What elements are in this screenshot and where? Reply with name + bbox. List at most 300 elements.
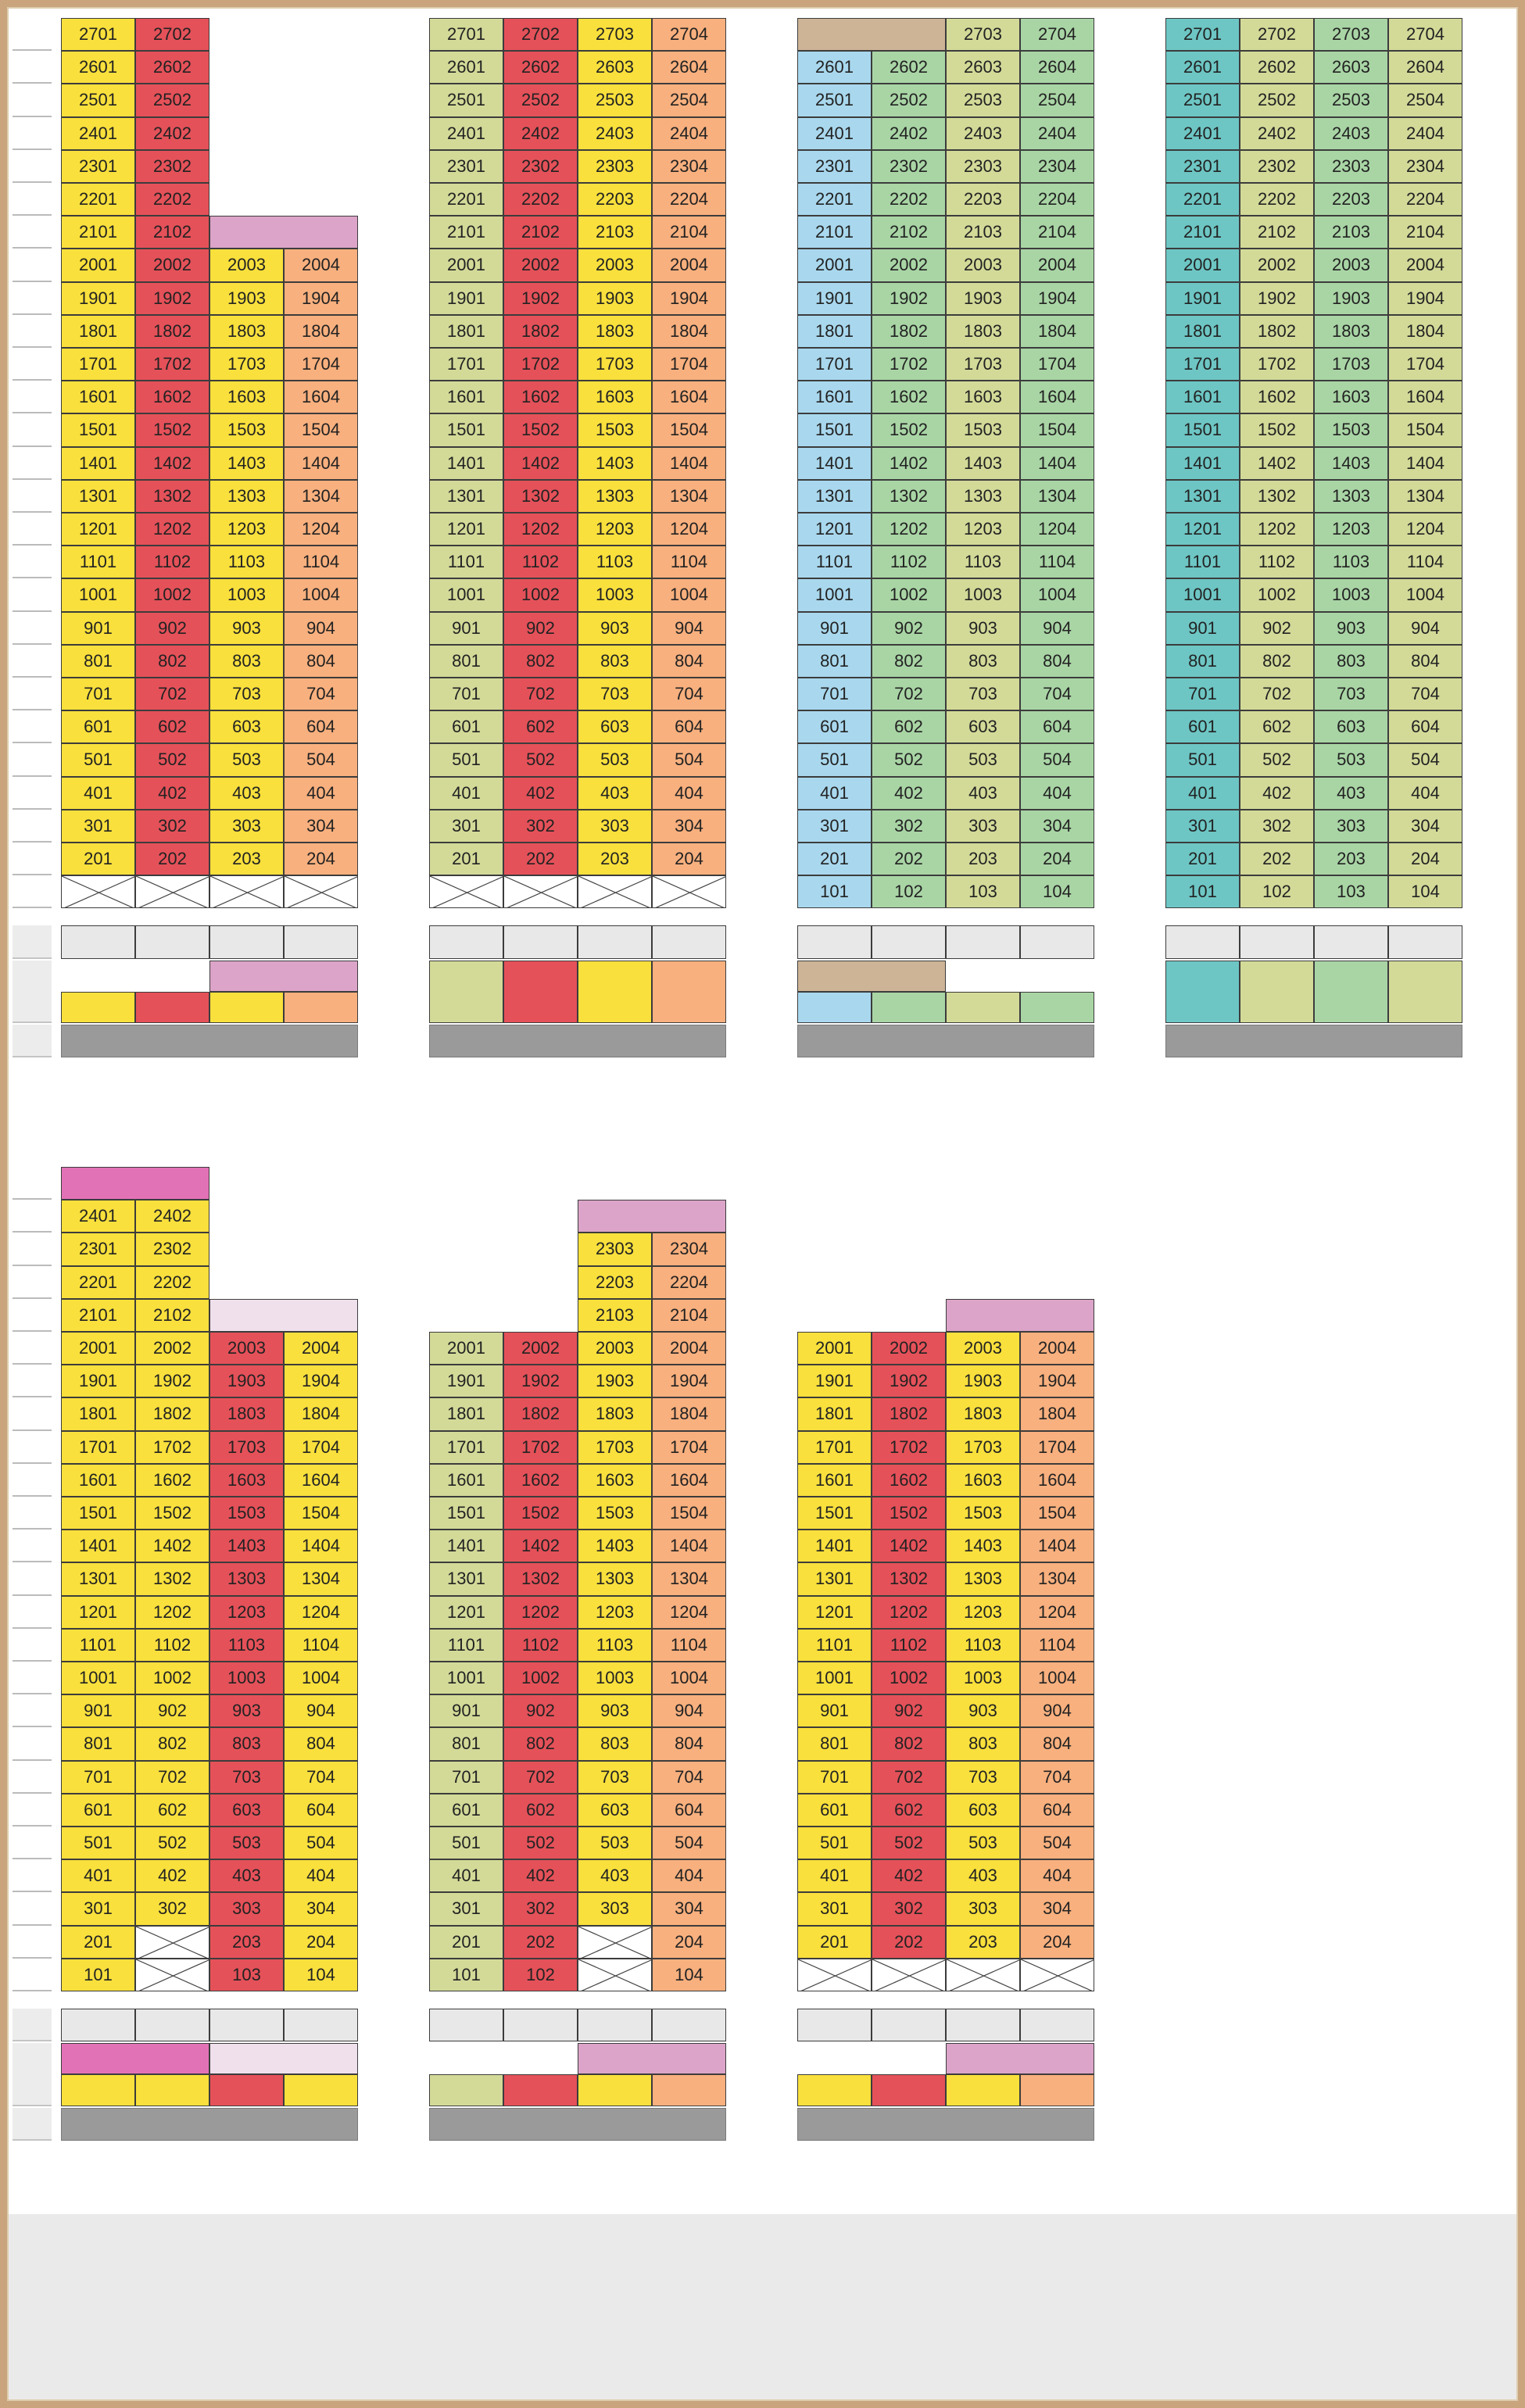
unit-cell: 2101 <box>429 216 503 249</box>
unit-cell: 2303 <box>946 150 1020 183</box>
floor-label <box>13 413 52 446</box>
unit-cell: 1903 <box>946 282 1020 315</box>
unit-cell: 1802 <box>1240 315 1314 348</box>
unit-cell: 1204 <box>652 1596 726 1629</box>
unit-cell: 1403 <box>209 447 284 480</box>
floor-label <box>13 1497 52 1530</box>
type-cell <box>61 2074 135 2106</box>
unit-cell: 1402 <box>503 1530 578 1562</box>
unit-cell: 1004 <box>284 1662 358 1694</box>
unit-cell: 2701 <box>61 18 135 51</box>
no-unit-cross-icon <box>578 1927 652 1959</box>
unit-cell: 1101 <box>429 546 503 578</box>
unit-cell: 1703 <box>946 348 1020 381</box>
unit-cell: 1804 <box>284 315 358 348</box>
no-unit-cross-icon <box>578 876 652 908</box>
unit-cell: 1101 <box>429 1629 503 1662</box>
line-label-cell <box>946 2009 1020 2041</box>
floor-label <box>13 777 52 810</box>
unit-cell: 402 <box>135 777 209 810</box>
unit-cell: 504 <box>1020 1827 1094 1859</box>
building-name-bar <box>429 2108 726 2141</box>
unit-cell: 1804 <box>652 315 726 348</box>
type-extra-cell <box>209 2043 358 2074</box>
unit-cell: 501 <box>61 743 135 776</box>
unit-cell: 1104 <box>652 546 726 578</box>
unit-cell: 1802 <box>135 1397 209 1430</box>
no-unit-cell <box>872 1959 946 1991</box>
unit-cell: 204 <box>284 1926 358 1959</box>
unit-cell: 1904 <box>1388 282 1462 315</box>
unit-cell: 1803 <box>209 315 284 348</box>
unit-cell: 1902 <box>503 1365 578 1397</box>
unit-cell: 2704 <box>1020 18 1094 51</box>
type-cell <box>652 961 726 1023</box>
building-name-bar <box>429 1025 726 1057</box>
unit-cell: 803 <box>1314 645 1388 678</box>
unit-cell: 1204 <box>1020 1596 1094 1629</box>
unit-cell: 1604 <box>1020 1464 1094 1497</box>
unit-cell: 902 <box>135 612 209 645</box>
unit-cell: 203 <box>1314 843 1388 875</box>
unit-cell: 2204 <box>652 183 726 216</box>
unit-cell: 1301 <box>61 480 135 513</box>
unit-cell: 1104 <box>1020 546 1094 578</box>
unit-cell: 1304 <box>652 1562 726 1595</box>
no-unit-cross-icon <box>285 876 358 908</box>
unit-cell: 2701 <box>1165 18 1240 51</box>
unit-cell: 1801 <box>61 1397 135 1430</box>
penthouse-cell <box>946 1299 1094 1332</box>
line-label-cell <box>503 2009 578 2041</box>
unit-cell: 2002 <box>872 1332 946 1365</box>
unit-cell: 601 <box>797 1794 872 1827</box>
unit-cell: 201 <box>797 843 872 875</box>
unit-cell: 1102 <box>135 1629 209 1662</box>
unit-cell: 1103 <box>578 546 652 578</box>
unit-cell: 1304 <box>652 480 726 513</box>
unit-cell: 1004 <box>284 578 358 611</box>
unit-cell: 204 <box>1020 1926 1094 1959</box>
unit-cell: 1004 <box>1020 578 1094 611</box>
floor-label <box>13 1530 52 1562</box>
unit-cell: 901 <box>61 612 135 645</box>
unit-cell: 1602 <box>1240 381 1314 413</box>
unit-cell: 402 <box>1240 777 1314 810</box>
unit-cell: 903 <box>578 1694 652 1727</box>
unit-cell: 1901 <box>797 1365 872 1397</box>
line-label-cell <box>135 925 209 958</box>
unit-cell: 603 <box>1314 710 1388 743</box>
unit-cell: 203 <box>946 1926 1020 1959</box>
unit-cell: 1601 <box>61 1464 135 1497</box>
unit-cell: 2502 <box>1240 84 1314 116</box>
unit-cell: 1401 <box>429 1530 503 1562</box>
type-cell <box>946 2074 1020 2106</box>
unit-cell: 1803 <box>578 1397 652 1430</box>
unit-cell: 1202 <box>135 1596 209 1629</box>
unit-cell: 402 <box>135 1859 209 1892</box>
unit-cell: 801 <box>797 1727 872 1760</box>
unit-cell: 2202 <box>503 183 578 216</box>
unit-cell: 1701 <box>797 348 872 381</box>
unit-cell: 303 <box>209 1892 284 1925</box>
unit-cell: 701 <box>429 678 503 710</box>
floor-label <box>13 612 52 645</box>
type-cell <box>1388 961 1462 1023</box>
unit-cell: 801 <box>61 645 135 678</box>
unit-cell: 2003 <box>946 1332 1020 1365</box>
unit-cell: 2301 <box>61 150 135 183</box>
unit-cell: 2101 <box>61 1299 135 1332</box>
unit-cell: 2303 <box>1314 150 1388 183</box>
line-label-cell <box>1020 925 1094 958</box>
unit-cell: 1104 <box>284 546 358 578</box>
unit-cell: 2104 <box>652 1299 726 1332</box>
unit-cell: 1503 <box>209 1497 284 1530</box>
line-label-cell <box>284 925 358 958</box>
unit-cell: 702 <box>872 1761 946 1794</box>
unit-cell: 1801 <box>1165 315 1240 348</box>
line-label-cell <box>284 2009 358 2041</box>
unit-cell: 1702 <box>1240 348 1314 381</box>
unit-cell: 2004 <box>652 249 726 281</box>
unit-cell: 1204 <box>284 513 358 546</box>
unit-cell: 1604 <box>284 381 358 413</box>
unit-cell: 1602 <box>503 1464 578 1497</box>
unit-cell: 1001 <box>1165 578 1240 611</box>
unit-cell: 2601 <box>1165 51 1240 84</box>
building-name-bar <box>1165 1025 1462 1057</box>
unit-cell: 1601 <box>429 381 503 413</box>
unit-cell: 1504 <box>652 413 726 446</box>
unit-cell: 801 <box>61 1727 135 1760</box>
unit-cell: 604 <box>1020 710 1094 743</box>
floor-label <box>13 710 52 743</box>
unit-cell: 304 <box>1020 810 1094 843</box>
unit-cell: 703 <box>578 678 652 710</box>
unit-cell: 2302 <box>503 150 578 183</box>
unit-cell: 1101 <box>61 546 135 578</box>
unit-cell: 501 <box>797 1827 872 1859</box>
unit-cell: 2703 <box>946 18 1020 51</box>
floor-label <box>13 1629 52 1662</box>
unit-cell: 2504 <box>1388 84 1462 116</box>
unit-cell: 703 <box>1314 678 1388 710</box>
unit-cell: 2404 <box>652 117 726 150</box>
type-cell <box>1314 961 1388 1023</box>
unit-cell: 1804 <box>1020 315 1094 348</box>
line-label-cell <box>209 2009 284 2041</box>
unit-cell: 1602 <box>135 381 209 413</box>
unit-cell: 1601 <box>429 1464 503 1497</box>
unit-cell: 2204 <box>652 1266 726 1299</box>
unit-cell: 504 <box>284 1827 358 1859</box>
no-unit-cross-icon <box>947 1959 1020 1991</box>
unit-cell: 1202 <box>503 513 578 546</box>
unit-cell: 1201 <box>61 513 135 546</box>
unit-cell: 1002 <box>1240 578 1314 611</box>
floor-label <box>13 183 52 216</box>
unit-cell: 903 <box>946 612 1020 645</box>
unit-cell: 601 <box>429 710 503 743</box>
unit-cell: 902 <box>135 1694 209 1727</box>
unit-cell: 2404 <box>1388 117 1462 150</box>
type-cell <box>578 961 652 1023</box>
unit-cell: 1202 <box>872 513 946 546</box>
unit-cell: 1204 <box>1020 513 1094 546</box>
type-cell <box>1165 961 1240 1023</box>
unit-cell: 1203 <box>946 513 1020 546</box>
unit-cell: 902 <box>1240 612 1314 645</box>
unit-cell: 1603 <box>578 1464 652 1497</box>
unit-cell: 304 <box>1388 810 1462 843</box>
no-unit-cross-icon <box>136 1927 209 1959</box>
unit-cell: 1901 <box>1165 282 1240 315</box>
unit-cell: 203 <box>578 843 652 875</box>
unit-cell: 701 <box>797 1761 872 1794</box>
unit-cell: 503 <box>946 1827 1020 1859</box>
unit-cell: 1702 <box>872 1431 946 1464</box>
unit-cell: 2401 <box>61 1200 135 1233</box>
unit-cell: 2102 <box>872 216 946 249</box>
unit-cell: 904 <box>1020 1694 1094 1727</box>
unit-cell: 704 <box>652 678 726 710</box>
unit-cell: 1403 <box>578 1530 652 1562</box>
unit-cell: 1402 <box>1240 447 1314 480</box>
floor-label <box>13 1694 52 1727</box>
unit-cell: 2604 <box>1020 51 1094 84</box>
unit-cell: 901 <box>797 612 872 645</box>
unit-cell: 1501 <box>1165 413 1240 446</box>
unit-cell: 603 <box>578 710 652 743</box>
unit-cell: 202 <box>135 843 209 875</box>
unit-cell: 1003 <box>1314 578 1388 611</box>
unit-cell: 702 <box>135 1761 209 1794</box>
unit-cell: 1401 <box>61 447 135 480</box>
unit-cell: 402 <box>872 1859 946 1892</box>
unit-cell: 202 <box>872 843 946 875</box>
unit-cell: 203 <box>946 843 1020 875</box>
unit-cell: 1201 <box>429 1596 503 1629</box>
unit-cell: 1904 <box>652 282 726 315</box>
unit-cell: 204 <box>284 843 358 875</box>
unit-cell: 2503 <box>1314 84 1388 116</box>
unit-cell: 2301 <box>429 150 503 183</box>
unit-cell: 501 <box>1165 743 1240 776</box>
unit-cell: 503 <box>946 743 1020 776</box>
floor-label <box>13 1266 52 1299</box>
unit-cell: 601 <box>429 1794 503 1827</box>
unit-cell: 701 <box>1165 678 1240 710</box>
unit-cell: 104 <box>284 1959 358 1991</box>
unit-cell: 903 <box>209 1694 284 1727</box>
line-label-cell <box>135 2009 209 2041</box>
line-row-label <box>13 925 52 958</box>
unit-cell: 901 <box>797 1694 872 1727</box>
unit-cell: 2601 <box>429 51 503 84</box>
unit-cell: 204 <box>1388 843 1462 875</box>
unit-cell: 1904 <box>284 1365 358 1397</box>
unit-cell: 301 <box>797 1892 872 1925</box>
unit-cell: 2703 <box>578 18 652 51</box>
unit-cell: 2201 <box>1165 183 1240 216</box>
unit-cell: 1303 <box>946 480 1020 513</box>
unit-cell: 1001 <box>797 578 872 611</box>
unit-cell: 303 <box>578 810 652 843</box>
unit-cell: 1503 <box>1314 413 1388 446</box>
unit-cell: 804 <box>1020 645 1094 678</box>
unit-cell: 403 <box>1314 777 1388 810</box>
unit-cell: 1303 <box>209 1562 284 1595</box>
unit-cell: 304 <box>284 1892 358 1925</box>
unit-cell: 802 <box>135 1727 209 1760</box>
unit-cell: 401 <box>429 1859 503 1892</box>
unit-cell: 1404 <box>1388 447 1462 480</box>
no-unit-cross-icon <box>210 876 284 908</box>
unit-cell: 1001 <box>61 1662 135 1694</box>
unit-cell: 2702 <box>135 18 209 51</box>
unit-cell: 404 <box>1388 777 1462 810</box>
unit-cell: 2102 <box>135 216 209 249</box>
unit-cell: 1001 <box>429 1662 503 1694</box>
unit-cell: 1203 <box>578 1596 652 1629</box>
unit-cell: 1404 <box>284 447 358 480</box>
unit-cell: 2003 <box>946 249 1020 281</box>
unit-cell: 1103 <box>578 1629 652 1662</box>
unit-cell: 2203 <box>578 183 652 216</box>
unit-cell: 1901 <box>61 1365 135 1397</box>
unit-cell: 804 <box>1388 645 1462 678</box>
unit-cell: 703 <box>946 678 1020 710</box>
unit-cell: 2604 <box>652 51 726 84</box>
unit-cell: 1103 <box>209 1629 284 1662</box>
unit-cell: 2004 <box>284 249 358 281</box>
unit-cell: 702 <box>503 678 578 710</box>
unit-cell: 902 <box>872 612 946 645</box>
unit-cell: 1301 <box>429 1562 503 1595</box>
unit-cell: 2001 <box>797 249 872 281</box>
type-cell <box>946 992 1020 1023</box>
penthouse-cell <box>209 1299 358 1332</box>
floor-label <box>13 447 52 480</box>
unit-cell: 304 <box>284 810 358 843</box>
unit-cell: 1001 <box>429 578 503 611</box>
unit-cell: 804 <box>284 645 358 678</box>
unit-cell: 303 <box>1314 810 1388 843</box>
unit-cell: 1602 <box>872 381 946 413</box>
unit-cell: 1704 <box>652 348 726 381</box>
unit-cell: 1702 <box>872 348 946 381</box>
unit-cell: 504 <box>1020 743 1094 776</box>
unit-cell: 1201 <box>797 1596 872 1629</box>
floor-label <box>13 1727 52 1760</box>
unit-cell: 1701 <box>61 1431 135 1464</box>
unit-cell: 2601 <box>797 51 872 84</box>
unit-cell: 1902 <box>872 1365 946 1397</box>
unit-cell: 2504 <box>1020 84 1094 116</box>
unit-cell: 602 <box>872 710 946 743</box>
type-extra-cell <box>209 961 358 992</box>
building-name-bar <box>61 2108 358 2141</box>
unit-cell: 203 <box>209 1926 284 1959</box>
unit-cell: 801 <box>429 1727 503 1760</box>
unit-cell: 501 <box>429 743 503 776</box>
unit-cell: 104 <box>1388 875 1462 908</box>
unit-cell: 2202 <box>1240 183 1314 216</box>
type-cell <box>135 992 209 1023</box>
unit-cell: 201 <box>797 1926 872 1959</box>
unit-cell: 603 <box>209 710 284 743</box>
no-unit-cell <box>578 1926 652 1959</box>
unit-cell: 2103 <box>578 216 652 249</box>
unit-cell: 2001 <box>429 1332 503 1365</box>
type-cell <box>652 2074 726 2106</box>
unit-cell: 701 <box>61 1761 135 1794</box>
floor-label <box>13 1859 52 1892</box>
floor-label <box>13 678 52 710</box>
unit-cell: 401 <box>797 777 872 810</box>
unit-cell: 1502 <box>135 1497 209 1530</box>
floor-label <box>13 1200 52 1233</box>
unit-cell: 601 <box>61 710 135 743</box>
unit-cell: 1102 <box>503 1629 578 1662</box>
unit-cell: 1104 <box>652 1629 726 1662</box>
unit-cell: 1802 <box>503 315 578 348</box>
unit-cell: 2203 <box>946 183 1020 216</box>
unit-cell: 2104 <box>1020 216 1094 249</box>
unit-cell: 1203 <box>209 513 284 546</box>
no-unit-cross-icon <box>136 1959 209 1991</box>
unit-cell: 602 <box>503 710 578 743</box>
unit-cell: 2503 <box>578 84 652 116</box>
unit-cell: 102 <box>872 875 946 908</box>
unit-cell: 303 <box>209 810 284 843</box>
unit-cell: 2603 <box>946 51 1020 84</box>
unit-cell: 1301 <box>797 480 872 513</box>
line-label-cell <box>578 2009 652 2041</box>
unit-cell: 1401 <box>797 1530 872 1562</box>
unit-cell: 1604 <box>652 381 726 413</box>
unit-cell: 2501 <box>429 84 503 116</box>
building-row-label <box>13 1025 52 1057</box>
floor-label <box>13 249 52 281</box>
unit-cell: 2103 <box>578 1299 652 1332</box>
unit-cell: 703 <box>578 1761 652 1794</box>
unit-cell: 1002 <box>503 1662 578 1694</box>
unit-cell: 1501 <box>429 413 503 446</box>
line-label-cell <box>652 2009 726 2041</box>
unit-cell: 1304 <box>1388 480 1462 513</box>
unit-cell: 702 <box>872 678 946 710</box>
unit-cell: 1704 <box>1020 1431 1094 1464</box>
unit-cell: 2002 <box>503 249 578 281</box>
unit-cell: 2403 <box>1314 117 1388 150</box>
unit-cell: 2201 <box>61 183 135 216</box>
unit-cell: 2602 <box>503 51 578 84</box>
unit-cell: 1003 <box>209 578 284 611</box>
unit-cell: 504 <box>652 743 726 776</box>
type-cell <box>1020 2074 1094 2106</box>
unit-cell: 1604 <box>284 1464 358 1497</box>
unit-cell: 1501 <box>61 1497 135 1530</box>
no-unit-cross-icon <box>62 876 135 908</box>
unit-cell: 1403 <box>578 447 652 480</box>
floor-label <box>13 1167 52 1200</box>
unit-cell: 803 <box>578 1727 652 1760</box>
unit-cell: 2604 <box>1388 51 1462 84</box>
unit-cell: 404 <box>284 1859 358 1892</box>
